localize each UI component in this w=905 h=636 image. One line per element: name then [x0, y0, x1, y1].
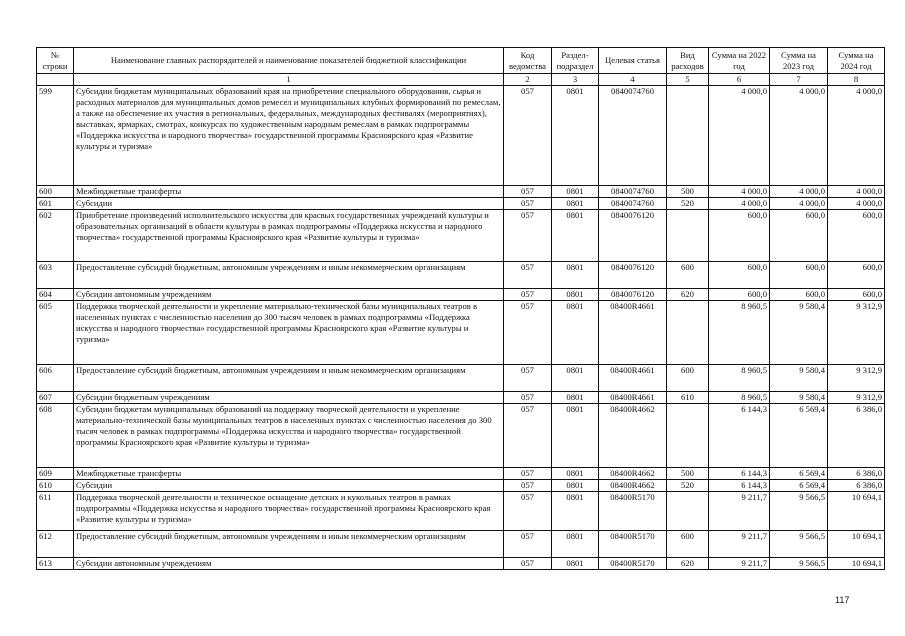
row-sum-2023: 6 569,4: [770, 480, 828, 492]
row-target-article: 08400R5170: [599, 492, 667, 531]
row-sum-2024: 600,0: [828, 210, 885, 262]
row-number: 612: [37, 531, 74, 558]
row-sum-2023: 6 569,4: [770, 468, 828, 480]
row-sum-2024: 9 312,9: [828, 392, 885, 404]
row-sum-2024: 10 694,1: [828, 531, 885, 558]
row-dept-code: 057: [504, 86, 552, 186]
row-dept-code: 057: [504, 558, 552, 570]
row-dept-code: 057: [504, 492, 552, 531]
row-sum-2023: 9 580,4: [770, 365, 828, 392]
row-expense-type: 500: [667, 468, 709, 480]
row-sum-2023: 4 000,0: [770, 86, 828, 186]
column-number: 1: [74, 74, 504, 86]
row-sum-2023: 600,0: [770, 262, 828, 289]
budget-table: [36, 47, 885, 570]
row-expense-type: [667, 210, 709, 262]
row-sum-2022: 4 000,0: [709, 86, 770, 186]
table-header: [37, 48, 885, 86]
row-number: 611: [37, 492, 74, 531]
row-section: 0801: [552, 198, 599, 210]
row-section: 0801: [552, 262, 599, 289]
row-sum-2023: 4 000,0: [770, 186, 828, 198]
row-expense-type: 620: [667, 558, 709, 570]
row-section: 0801: [552, 210, 599, 262]
table-row: [37, 468, 885, 480]
header-sum-2023: Сумма на 2023 год: [770, 48, 828, 74]
row-number: 610: [37, 480, 74, 492]
table-row: [37, 210, 885, 262]
row-section: 0801: [552, 492, 599, 531]
row-target-article: 0840076120: [599, 289, 667, 301]
row-section: 0801: [552, 392, 599, 404]
row-name: Межбюджетные трансферты: [74, 186, 504, 198]
row-section: 0801: [552, 86, 599, 186]
row-sum-2023: 600,0: [770, 210, 828, 262]
row-target-article: 08400R4662: [599, 404, 667, 468]
row-expense-type: [667, 301, 709, 365]
row-number: 604: [37, 289, 74, 301]
column-number: 4: [599, 74, 667, 86]
header-dept-code: Код ведомства: [504, 48, 552, 74]
row-sum-2022: 4 000,0: [709, 198, 770, 210]
row-sum-2023: 9 566,5: [770, 531, 828, 558]
row-expense-type: [667, 86, 709, 186]
row-dept-code: 057: [504, 210, 552, 262]
row-sum-2022: 600,0: [709, 210, 770, 262]
row-expense-type: 520: [667, 480, 709, 492]
row-number: 606: [37, 365, 74, 392]
row-number: 608: [37, 404, 74, 468]
row-sum-2024: 10 694,1: [828, 492, 885, 531]
table-row: [37, 404, 885, 468]
row-sum-2022: 9 211,7: [709, 492, 770, 531]
row-dept-code: 057: [504, 186, 552, 198]
table-row: [37, 186, 885, 198]
header-row-number: № строки: [37, 48, 74, 74]
row-sum-2023: 9 580,4: [770, 301, 828, 365]
row-target-article: 08400R4661: [599, 301, 667, 365]
row-dept-code: 057: [504, 301, 552, 365]
row-name: Приобретение произведений исполнительского искусства для красвых государственных учреждений культуры и образовательных организаций в области культуры в рамках подпрограммы «Поддержка искусства и народного творчества» государственной программы Красноярского края «Развитие культуры и туризма»: [74, 210, 504, 262]
row-name: Предоставление субсидий бюджетным, автономным учреждениям и иным некоммерческим организациям: [74, 531, 504, 558]
row-expense-type: 500: [667, 186, 709, 198]
row-expense-type: 600: [667, 531, 709, 558]
row-expense-type: 520: [667, 198, 709, 210]
row-sum-2024: 9 312,9: [828, 365, 885, 392]
row-expense-type: 600: [667, 365, 709, 392]
row-name: Субсидии автономным учреждениям: [74, 558, 504, 570]
row-expense-type: [667, 404, 709, 468]
row-sum-2024: 6 386,0: [828, 480, 885, 492]
row-dept-code: 057: [504, 365, 552, 392]
row-sum-2022: 9 211,7: [709, 558, 770, 570]
header-number-row: [37, 74, 885, 86]
row-name: Предоставление субсидий бюджетным, автономным учреждениям и иным некоммерческим организациям: [74, 365, 504, 392]
row-sum-2024: 4 000,0: [828, 186, 885, 198]
row-sum-2022: 9 211,7: [709, 531, 770, 558]
row-section: 0801: [552, 301, 599, 365]
table-row: [37, 86, 885, 186]
row-section: 0801: [552, 289, 599, 301]
table-row: [37, 392, 885, 404]
table-row: [37, 301, 885, 365]
row-target-article: 0840074760: [599, 186, 667, 198]
row-name: Поддержка творческой деятельности и техническое оснащение детских и кукольных театров в рамках подпрограммы «Поддержка искусства и народного творчества» государственной программы Красноярского края «Развитие культуры и туризма»: [74, 492, 504, 531]
column-number: 8: [828, 74, 885, 86]
table-row: [37, 492, 885, 531]
row-sum-2023: 9 566,5: [770, 492, 828, 531]
row-expense-type: 620: [667, 289, 709, 301]
row-target-article: 08400R5170: [599, 531, 667, 558]
row-target-article: 08400R5170: [599, 558, 667, 570]
row-target-article: 0840076120: [599, 262, 667, 289]
table-row: [37, 531, 885, 558]
row-section: 0801: [552, 480, 599, 492]
row-sum-2023: 600,0: [770, 289, 828, 301]
row-target-article: 0840074760: [599, 86, 667, 186]
row-dept-code: 057: [504, 468, 552, 480]
row-dept-code: 057: [504, 404, 552, 468]
row-number: 602: [37, 210, 74, 262]
row-section: 0801: [552, 404, 599, 468]
row-dept-code: 057: [504, 480, 552, 492]
page-number: 117: [835, 595, 850, 605]
row-number: 607: [37, 392, 74, 404]
header-target-article: Целевая статья: [599, 48, 667, 74]
row-sum-2022: 8 960,5: [709, 392, 770, 404]
column-number: [37, 74, 74, 86]
row-sum-2022: 8 960,5: [709, 301, 770, 365]
row-sum-2022: 4 000,0: [709, 186, 770, 198]
header-sum-2022: Сумма на 2022 год: [709, 48, 770, 74]
row-sum-2024: 600,0: [828, 289, 885, 301]
row-target-article: 08400R4661: [599, 392, 667, 404]
table-row: [37, 480, 885, 492]
row-sum-2024: 9 312,9: [828, 301, 885, 365]
row-sum-2024: 6 386,0: [828, 404, 885, 468]
row-number: 609: [37, 468, 74, 480]
row-section: 0801: [552, 558, 599, 570]
table-row: [37, 365, 885, 392]
row-expense-type: [667, 492, 709, 531]
header-name: Наименование главных распорядителей и наименование показателей бюджетной классификации: [74, 48, 504, 74]
row-name: Субсидии: [74, 480, 504, 492]
header-sum-2024: Сумма на 2024 год: [828, 48, 885, 74]
row-sum-2022: 6 144,3: [709, 468, 770, 480]
column-number: 6: [709, 74, 770, 86]
row-target-article: 08400R4662: [599, 480, 667, 492]
row-section: 0801: [552, 468, 599, 480]
row-name: Субсидии бюджетам муниципальных образований на поддержку творческой деятельности и укрепление материально-технической базы муниципальных театров в населенных пунктах с численностью населения до 300 тысяч человек в рамках подпрограммы «Поддержка искусства и народного творчества» государственной программы Красноярского края «Развитие культуры и туризма»: [74, 404, 504, 468]
row-dept-code: 057: [504, 289, 552, 301]
row-target-article: 0840074760: [599, 198, 667, 210]
row-sum-2024: 10 694,1: [828, 558, 885, 570]
row-number: 603: [37, 262, 74, 289]
table-row: [37, 198, 885, 210]
row-sum-2022: 6 144,3: [709, 480, 770, 492]
row-number: 613: [37, 558, 74, 570]
row-section: 0801: [552, 186, 599, 198]
row-name: Предоставление субсидий бюджетным, автономным учреждениям и иным некоммерческим организациям: [74, 262, 504, 289]
row-sum-2024: 600,0: [828, 262, 885, 289]
table-row: [37, 262, 885, 289]
row-sum-2023: 4 000,0: [770, 198, 828, 210]
row-expense-type: 600: [667, 262, 709, 289]
column-number: 2: [504, 74, 552, 86]
row-name: Субсидии бюджетам муниципальных образований края на приобретение специального оборудования, сырья и расходных материалов для муниципальных домов ремесел и муниципальных клубных формирований по ремеслам, а также на обеспечение их участия в региональных, федеральных, международных фестивалях (мероприятиях), выставках, ярмарках, смотрах, конкурсах по художественным народным ремеслам в рамках подпрограммы «Поддержка искусства и народного творчества» государственной программы Красноярского края «Развитие культуры и туризма»: [74, 86, 504, 186]
row-sum-2022: 600,0: [709, 262, 770, 289]
row-number: 599: [37, 86, 74, 186]
header-expense-type: Вид расходов: [667, 48, 709, 74]
table-body: [37, 86, 885, 570]
row-name: Субсидии автономным учреждениям: [74, 289, 504, 301]
row-name: Субсидии бюджетным учреждениям: [74, 392, 504, 404]
row-target-article: 08400R4661: [599, 365, 667, 392]
row-name: Поддержка творческой деятельности и укрепление материально-технической базы муниципальных театров в населенных пунктах с численностью населения до 300 тысяч человек в рамках подпрограммы «Поддержка искусства и народного творчества» государственной программы Красноярского края «Развитие культуры и туризма»: [74, 301, 504, 365]
row-sum-2023: 6 569,4: [770, 404, 828, 468]
row-sum-2022: 8 960,5: [709, 365, 770, 392]
row-number: 605: [37, 301, 74, 365]
row-expense-type: 610: [667, 392, 709, 404]
table-row: [37, 289, 885, 301]
row-name: Субсидии: [74, 198, 504, 210]
header-section: Раздел-подраздел: [552, 48, 599, 74]
row-dept-code: 057: [504, 262, 552, 289]
column-number: 5: [667, 74, 709, 86]
row-section: 0801: [552, 365, 599, 392]
row-sum-2024: 4 000,0: [828, 198, 885, 210]
row-sum-2023: 9 580,4: [770, 392, 828, 404]
column-number: 7: [770, 74, 828, 86]
row-section: 0801: [552, 531, 599, 558]
row-sum-2024: 4 000,0: [828, 86, 885, 186]
row-sum-2023: 9 566,5: [770, 558, 828, 570]
row-number: 601: [37, 198, 74, 210]
row-dept-code: 057: [504, 531, 552, 558]
row-name: Межбюджетные трансферты: [74, 468, 504, 480]
row-dept-code: 057: [504, 198, 552, 210]
table-row: [37, 558, 885, 570]
row-sum-2022: 600,0: [709, 289, 770, 301]
row-sum-2024: 6 386,0: [828, 468, 885, 480]
row-number: 600: [37, 186, 74, 198]
row-sum-2022: 6 144,3: [709, 404, 770, 468]
row-target-article: 0840076120: [599, 210, 667, 262]
row-dept-code: 057: [504, 392, 552, 404]
column-number: 3: [552, 74, 599, 86]
header-row: [37, 48, 885, 74]
row-target-article: 08400R4662: [599, 468, 667, 480]
